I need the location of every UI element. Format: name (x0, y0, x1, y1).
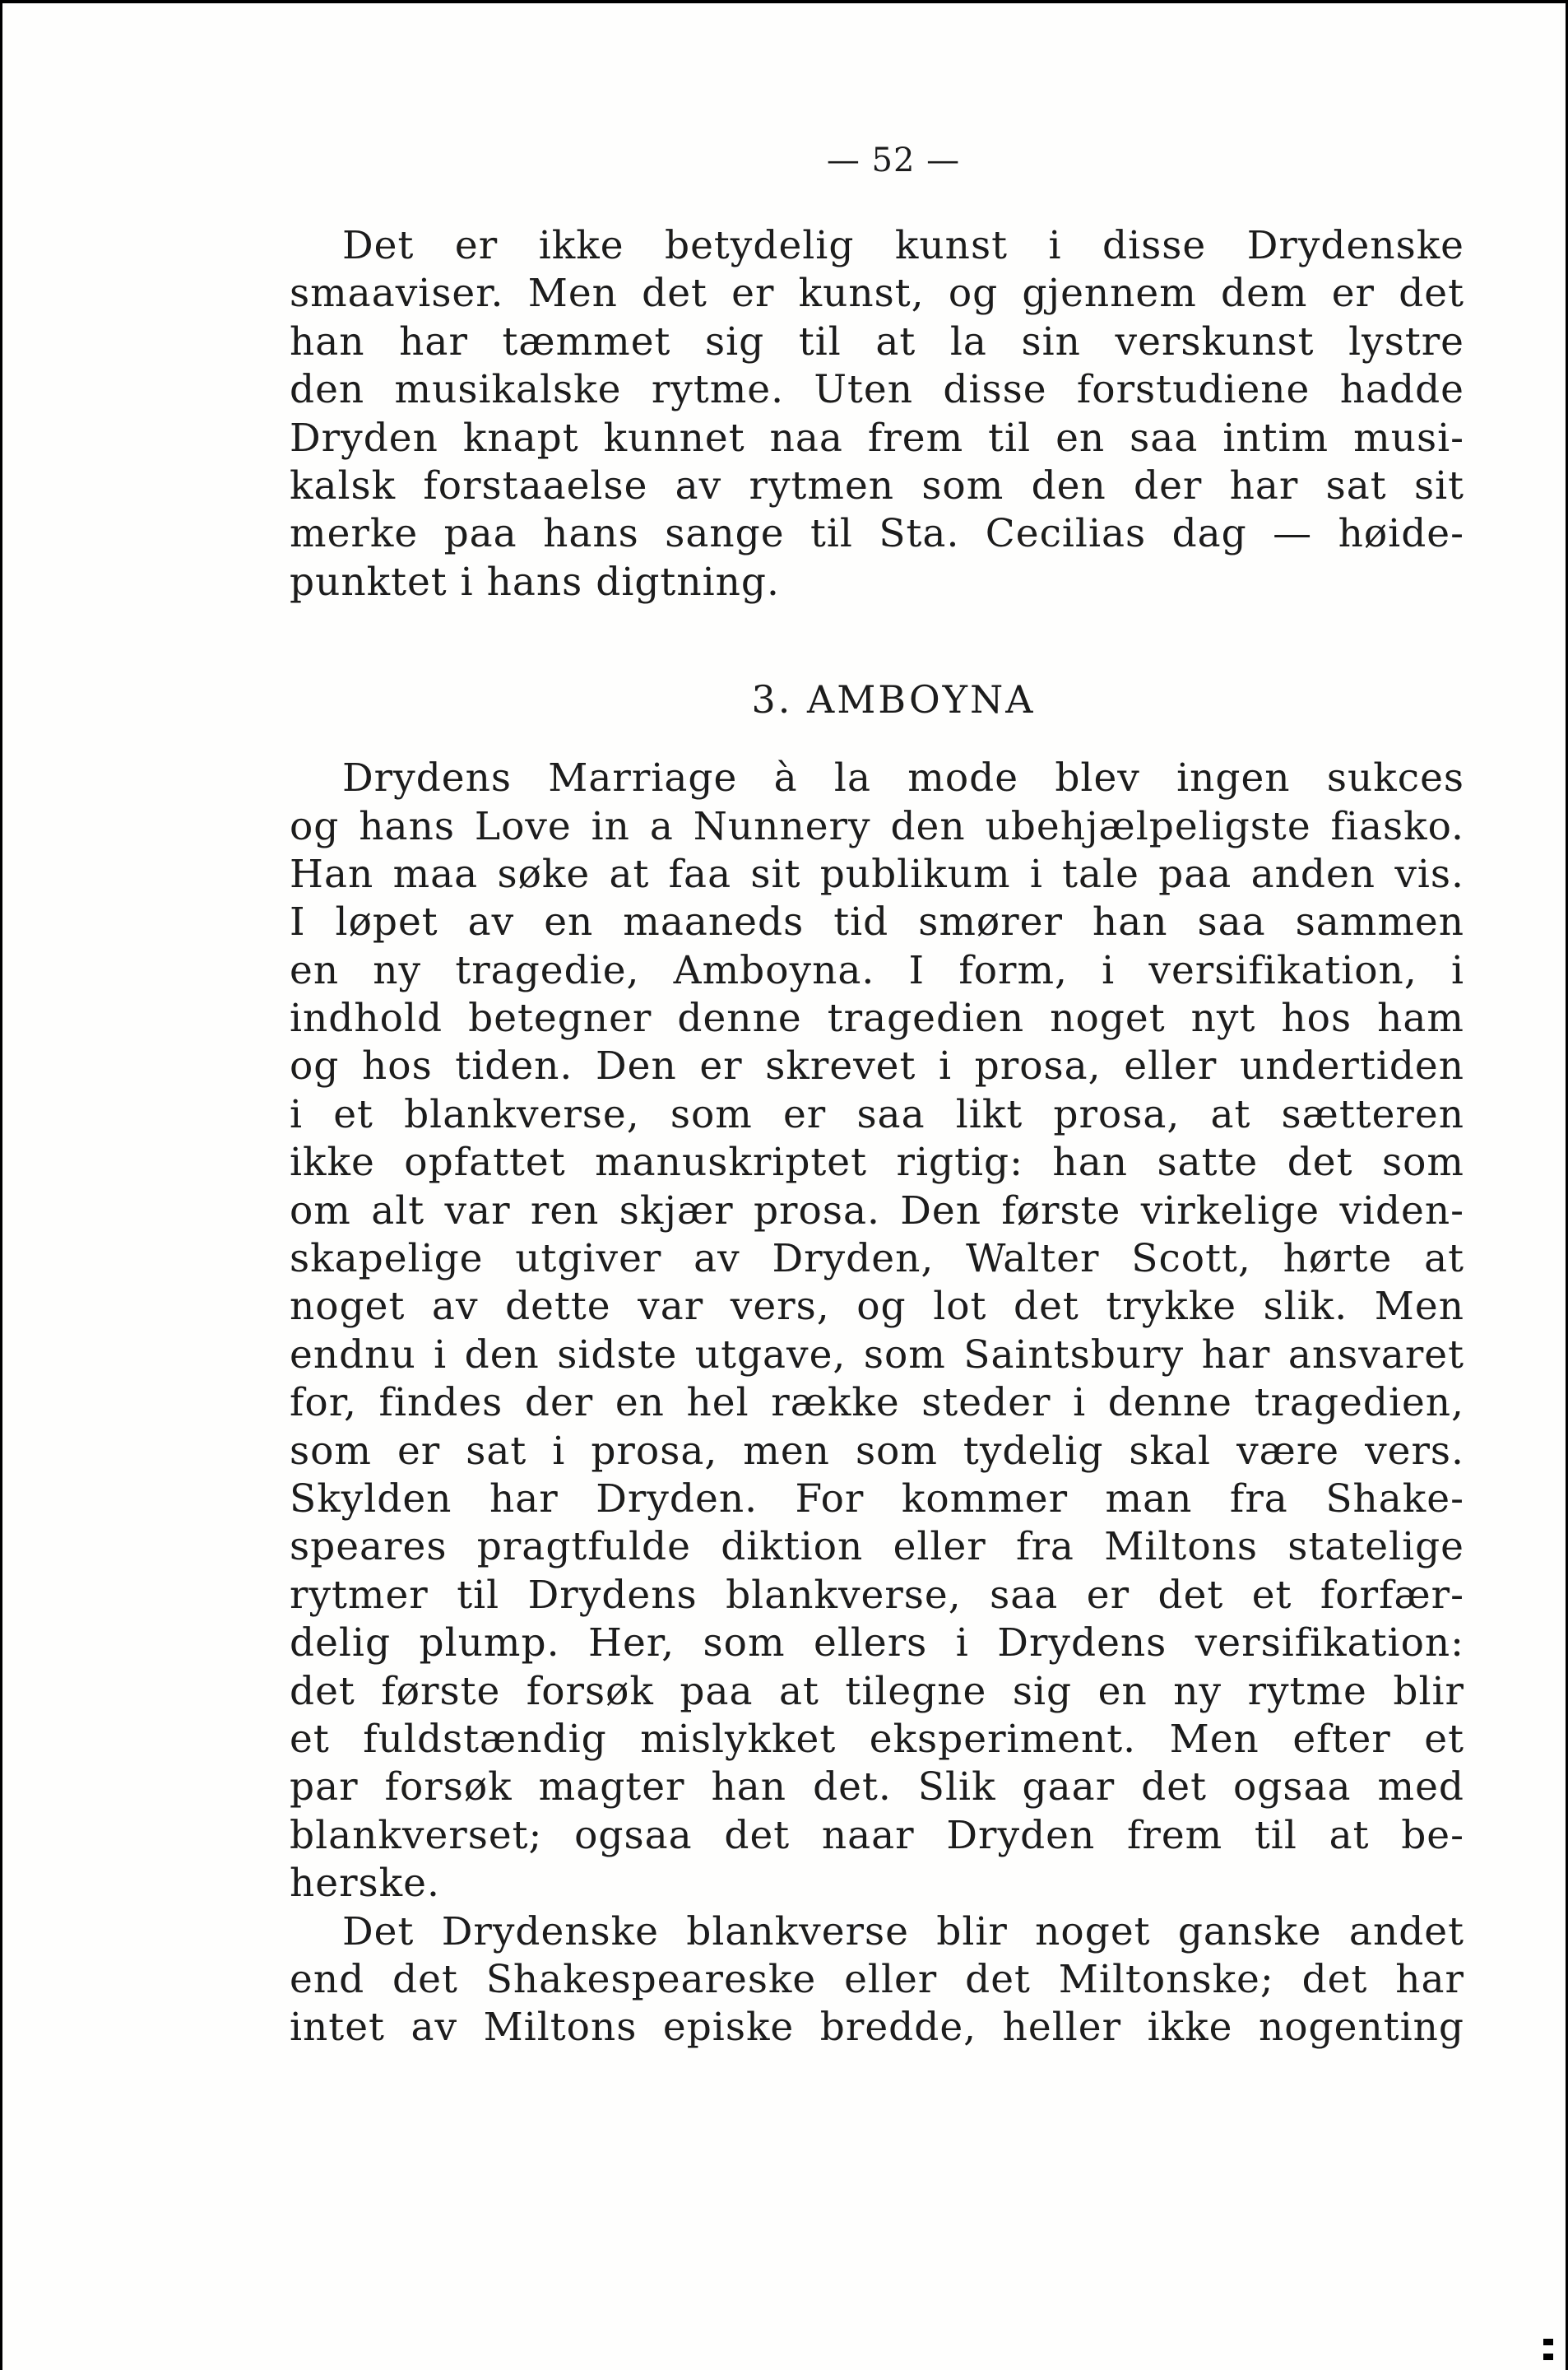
text-line: merke paa hans sange til Sta. Cecilias dag — høide- (290, 511, 1464, 557)
text-line: speares pragtfulde diktion eller fra Miltons statelige (290, 1524, 1464, 1570)
text-line: par forsøk magter han det. Slik gaar det ogsaa med (290, 1764, 1464, 1810)
text-line: endnu i den sidste utgave, som Saintsbury har ansvaret (290, 1331, 1464, 1378)
text-line: ikke opfattet manuskriptet rigtig: han satte det som (290, 1140, 1464, 1186)
text-line: intet av Miltons episke bredde, heller ikke nogenting (290, 2005, 1464, 2051)
text-line: Drydens Marriage à la mode blev ingen sukces (342, 755, 1464, 802)
text-line: det første forsøk paa at tilegne sig en ny rytme blir (290, 1668, 1464, 1714)
text-line: om alt var ren skjær prosa. Den første virkelige viden- (290, 1187, 1464, 1234)
text-line: i et blankverse, som er saa likt prosa, at sætteren (290, 1091, 1464, 1137)
scan-artifact (1543, 2354, 1553, 2360)
text-line: rytmer til Drydens blankverse, saa er det et forfær- (290, 1572, 1464, 1618)
text-line: smaaviser. Men det er kunst, og gjennem dem er det (290, 271, 1464, 317)
text-line: et fuldstændig mislykket eksperiment. Men efter et (290, 1716, 1464, 1762)
text-line: noget av dette var vers, og lot det trykke slik. Men (290, 1284, 1464, 1330)
page-number: — 52 — (826, 142, 961, 179)
text-line: herske. (290, 1861, 440, 1907)
paragraph-1 (290, 222, 1464, 606)
text-line: den musikalske rytme. Uten disse forstudiene hadde (290, 367, 1464, 413)
text-line: og hos tiden. Den er skrevet i prosa, eller undertiden (290, 1043, 1464, 1090)
text-line: Det er ikke betydelig kunst i disse Drydenske (342, 223, 1464, 268)
text-line: skapelige utgiver av Dryden, Walter Scott, hørte at (290, 1236, 1464, 1282)
text-line: og hans Love in a Nunnery den ubehjælpeligste fiasko. (290, 803, 1464, 849)
text-line: en ny tragedie, Amboyna. I form, i versifikation, i (290, 947, 1464, 993)
text-line: Det Drydenske blankverse blir noget ganske andet (342, 1908, 1464, 1954)
text-line: Han maa søke at faa sit publikum i tale paa anden vis. (290, 851, 1464, 897)
scan-artifact (1543, 2339, 1553, 2345)
text-line: kalsk forstaaelse av rytmen som den der har sat sit (290, 462, 1464, 509)
paragraph-3 (290, 1908, 1464, 2052)
text-line: Dryden knapt kunnet naa frem til en saa intim musi- (290, 415, 1464, 461)
paragraph-2 (290, 755, 1464, 1908)
text-line: I løpet av en maaneds tid smører han saa sammen (290, 899, 1464, 946)
text-line: som er sat i prosa, men som tydelig skal være vers. (290, 1428, 1464, 1474)
text-line: for, findes der en hel række steder i denne tragedien, (290, 1380, 1464, 1426)
text-line: blankverset; ogsaa det naar Dryden frem til at be- (290, 1812, 1464, 1858)
book-page (290, 123, 1464, 2052)
text-line: indhold betegner denne tragedien noget nyt hos ham (290, 996, 1464, 1042)
text-line: punktet i hans digtning. (290, 559, 780, 605)
text-line: end det Shakespeareske eller det Miltonske; det har (290, 1956, 1464, 2002)
text-line: Skylden har Dryden. For kommer man fra Shake- (290, 1475, 1464, 1522)
section-heading: 3. AMBOYNA (751, 677, 1036, 723)
text-line: delig plump. Her, som ellers i Drydens versifikation: (290, 1620, 1464, 1666)
text-line: han har tæmmet sig til at la sin verskunst lystre (290, 318, 1464, 365)
